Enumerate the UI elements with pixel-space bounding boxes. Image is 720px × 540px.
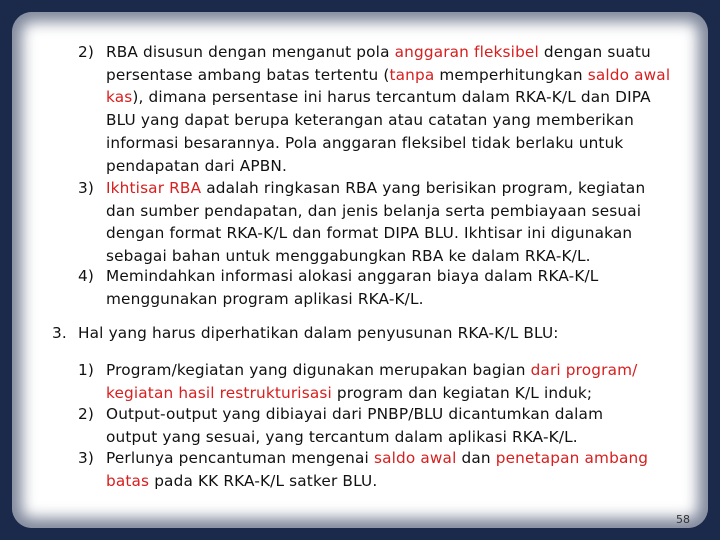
text-run: pada KK RKA-K/L satker BLU. <box>149 471 378 490</box>
item-number: 1) <box>78 361 95 379</box>
item-text <box>106 177 676 268</box>
text-run: Program/kegiatan yang digunakan merupakan bagian <box>106 361 531 379</box>
item-text <box>106 403 651 448</box>
text-run: memperhitungkan <box>434 65 588 84</box>
item-number: 3) <box>78 449 95 467</box>
highlighted-text: penetapan ambang batas <box>106 449 649 490</box>
text-run: ), dimana persentase ini harus tercantum dalam RKA-K/L dan DIPA BLU yang dapat berupa keterangan atau catatan yang memberikan informasi besarannya. Pola anggaran fleksibel tidak berlaku untuk pendapatan dari APBN. <box>106 88 651 175</box>
item-text <box>106 359 666 404</box>
text-run: Memindahkan informasi alokasi anggaran biaya dalam RKA-K/L menggunakan program aplikasi RKA-K/L. <box>106 267 599 308</box>
item-number: 2) <box>78 43 95 61</box>
item-text <box>106 265 666 310</box>
item-text <box>106 41 676 177</box>
section-number: 3. <box>52 324 67 342</box>
item-number: 3) <box>78 179 95 197</box>
highlighted-text: Ikhtisar RBA <box>106 179 202 197</box>
section-title: Hal yang harus diperhatikan dalam penyusunan RKA-K/L BLU: <box>78 324 559 342</box>
text-run: Perlunya pencantuman mengenai <box>106 449 374 467</box>
text-run: adalah ringkasan RBA yang berisikan program, kegiatan dan sumber pendapatan, dan jenis belanja serta pembiayaan sesuai dengan format RKA-K/L dan format DIPA BLU. Ikhtisar ini digunakan sebagai bahan untuk menggabungkan RBA ke dalam RKA-K/L. <box>106 179 646 266</box>
highlighted-text: anggaran fleksibel <box>394 43 539 61</box>
page-number: 58 <box>676 513 690 526</box>
item-text <box>106 447 666 492</box>
highlighted-text: tanpa <box>389 65 435 84</box>
text-run: dengan suatu persentase ambang batas tertentu ( <box>106 43 651 84</box>
highlighted-text: saldo awal <box>373 449 457 467</box>
item-number: 4) <box>78 267 95 285</box>
text-run: program dan kegiatan K/L induk; <box>331 383 593 402</box>
highlighted-text: saldo awal kas <box>106 65 671 107</box>
text-run: Output-output yang dibiayai dari PNBP/BLU dicantumkan dalam output yang sesuai, yang tercantum dalam aplikasi RKA-K/L. <box>106 405 604 446</box>
text-run: dan <box>456 449 496 467</box>
highlighted-text: dari program/ kegiatan hasil restrukturisasi <box>106 361 638 402</box>
text-run: RBA disusun dengan menganut pola <box>106 43 395 61</box>
item-number: 2) <box>78 405 95 423</box>
